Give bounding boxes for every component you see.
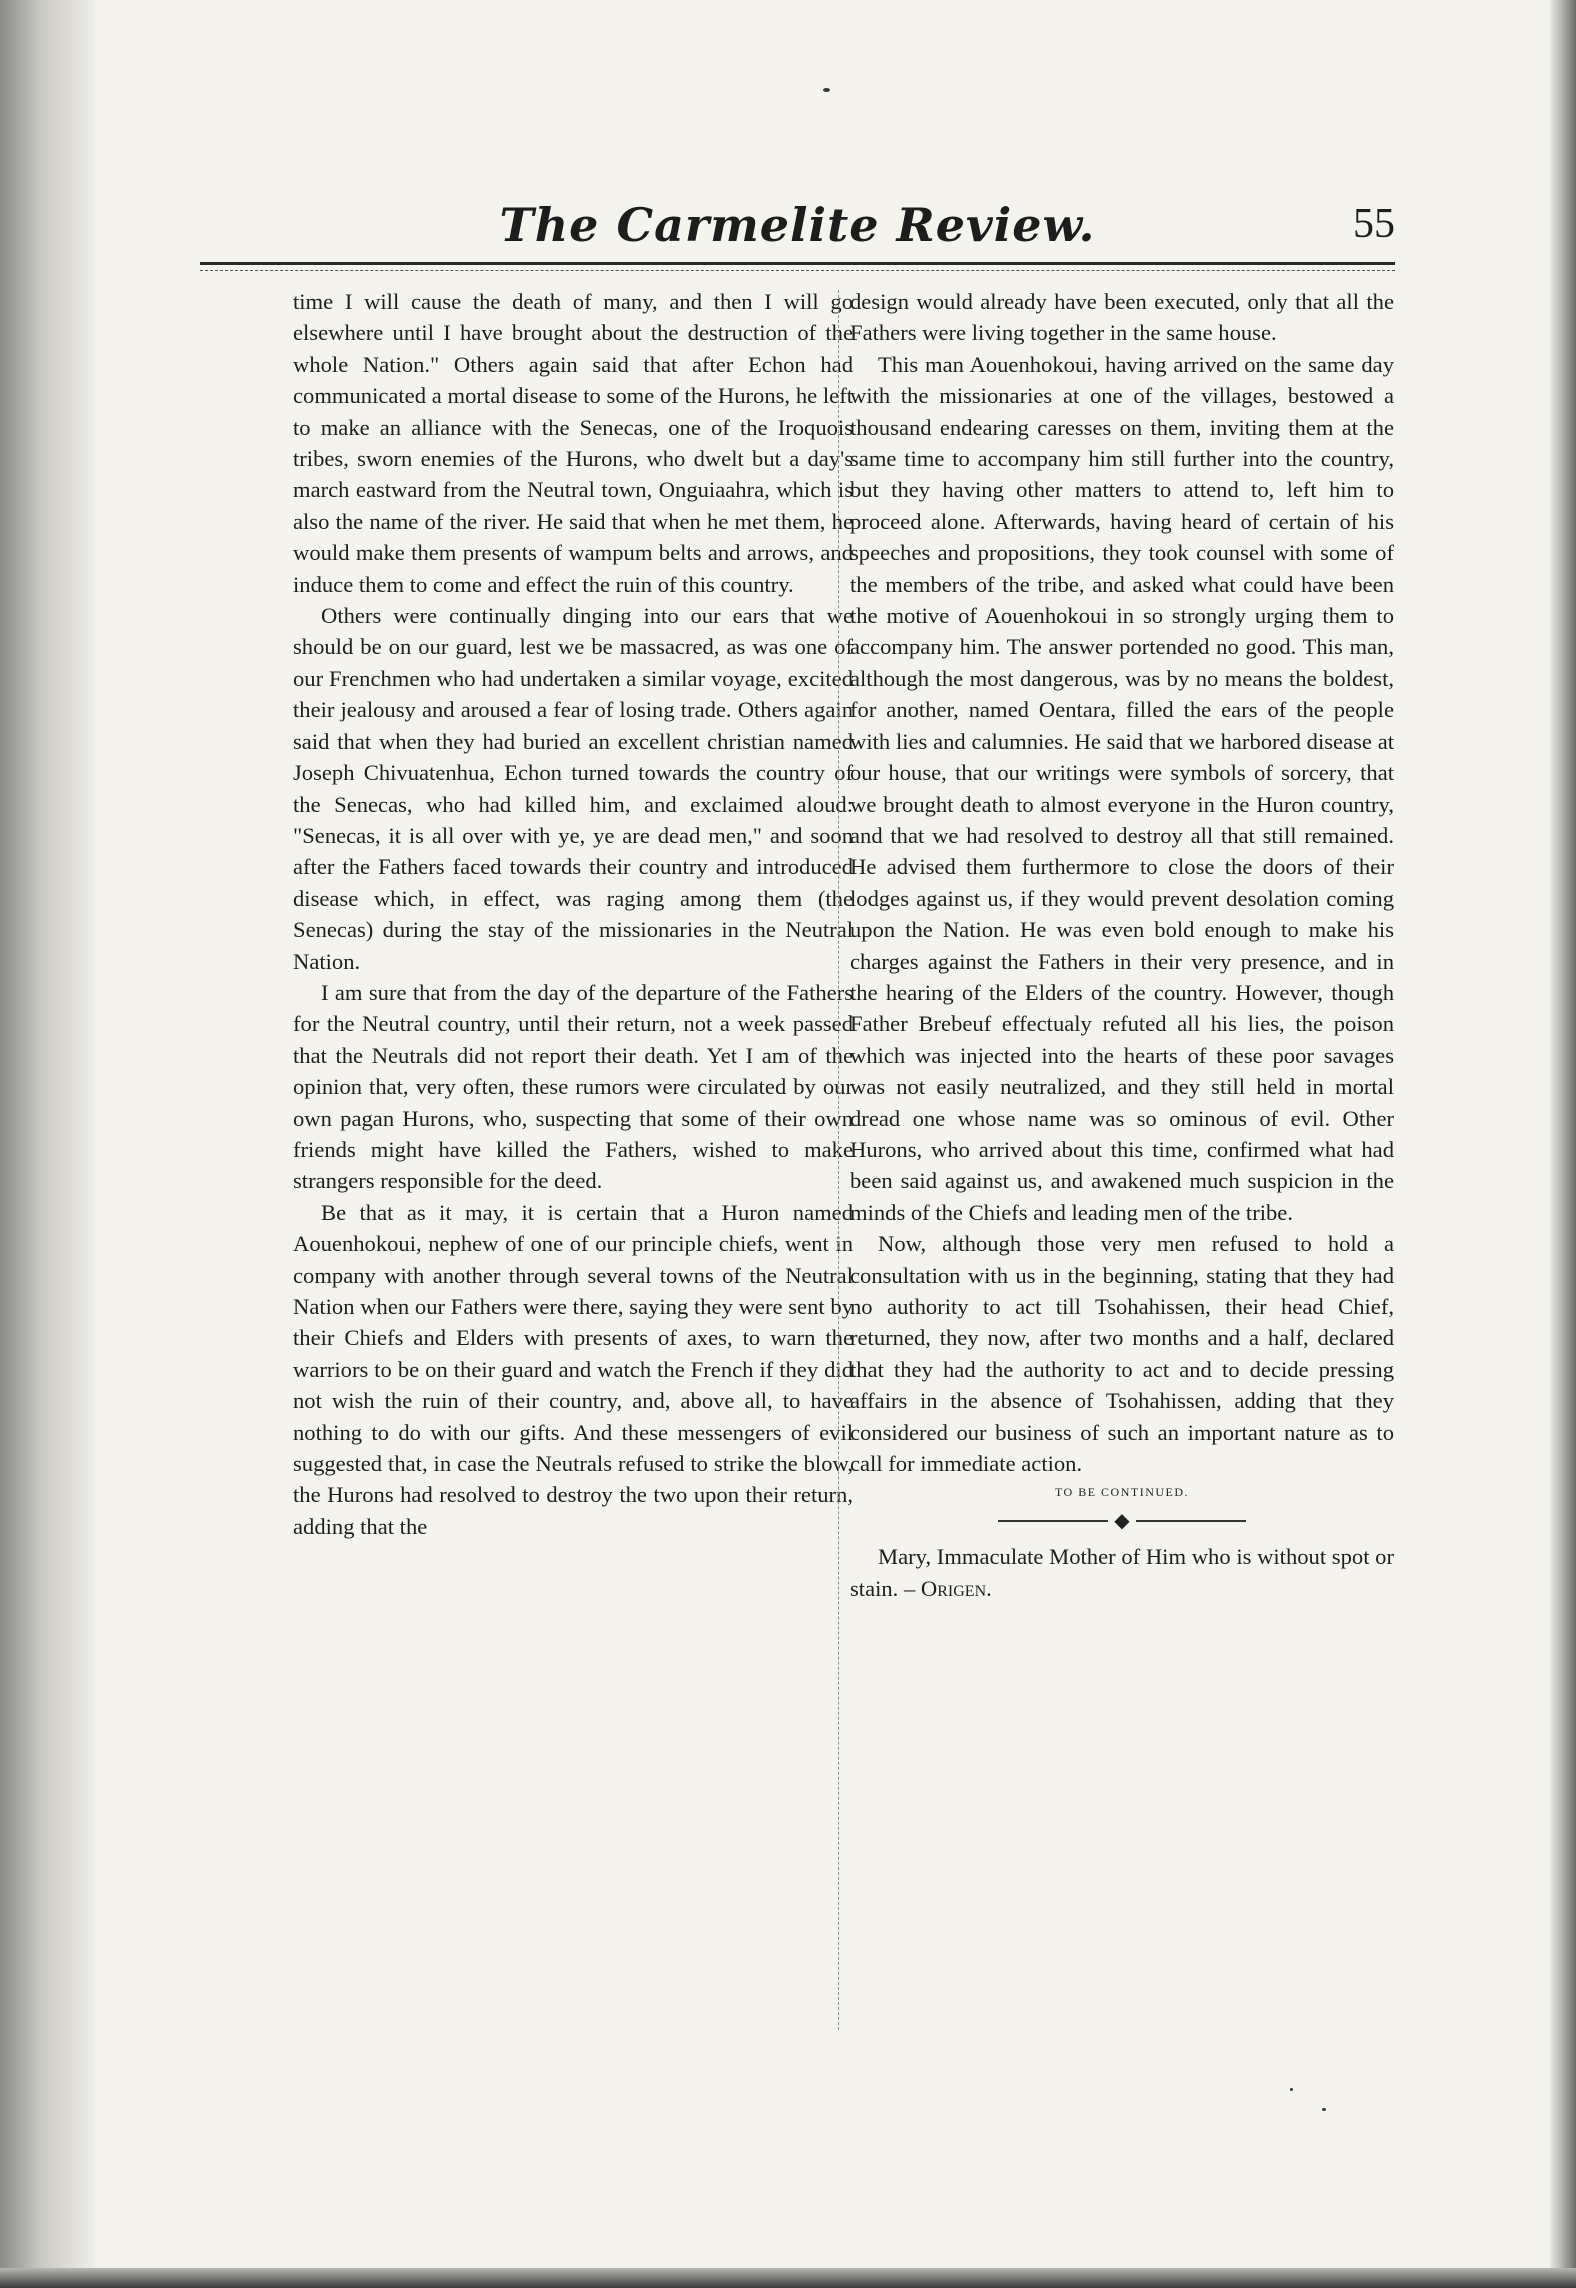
page-edge-shadow	[1550, 0, 1576, 2288]
header-rule	[200, 262, 1395, 265]
ornament-line	[1136, 1520, 1246, 1522]
quote-text: Mary, Immaculate Mother of Him who is without spot or stain.	[850, 1544, 1394, 1601]
print-speck	[1290, 2088, 1293, 2091]
page-number: 55	[1353, 201, 1395, 247]
masthead-title: The Carmelite Review.	[499, 198, 1096, 252]
page-header	[200, 190, 1395, 260]
header-rule-dashed	[200, 270, 1395, 271]
column-divider	[838, 290, 839, 2030]
paragraph: Be that as it may, it is certain that a Huron named Aouenhokoui, nephew of one of our principle chiefs, went in company with another through several towns of the Neutral Nation when our Fathers were there, saying they were sent by their Chiefs and Elders with presents of axes, to warn the warriors to be on their guard and watch the French if they did not wish the ruin of their country, and, above all, to have nothing to do with our gifts. And these messengers of evil suggested that, in case the Neutrals refused to strike the blow, the Hurons had resolved to destroy the two upon their return, adding that the	[293, 1199, 853, 1539]
page-bottom-shadow	[0, 2268, 1576, 2288]
diamond-ornament-icon: ◆	[1114, 1510, 1130, 1533]
paragraph: time I will cause the death of many, and then I will go elsewhere until I have brought about the destruction of the whole Nation." Others again said that after Echon had communicated a mortal disease to some of the Hurons, he left to make an alliance with the Senecas, one of the Iroquois tribes, sworn enemies of the Hurons, who dwelt but a day's march eastward from the Neutral town, Onguiaahra, which is also the name of the river. He said that when he met them, he would make them presents of wampum belts and arrows, and induce them to come and effect the ruin of this country.	[293, 289, 853, 597]
ornament-line	[998, 1520, 1108, 1522]
quote-attribution: Origen.	[920, 1575, 992, 1601]
to-be-continued-label: TO BE CONTINUED.	[1054, 1485, 1190, 1500]
print-speck	[823, 88, 830, 92]
print-speck	[1322, 2108, 1326, 2111]
paragraph: Now, although those very men refused to hold a consultation with us in the beginning, stating that they had no authority to act till Tsohahissen, their head Chief, returned, they now, after two months and a half, declared that they had the authority to act and to decide pressing affairs in the absence of Tsohahissen, adding that they considered our business of such an important nature as to call for immediate action.	[850, 1231, 1394, 1477]
paragraph: design would already have been executed, only that all the Fathers were living together in the same house.	[850, 289, 1394, 346]
paragraph: Others were continually dinging into our ears that we should be on our guard, lest we be massacred, as was one of our Frenchmen who had undertaken a similar voyage, excited their jealousy and aroused a fear of losing trade. Others again said that when they had buried an excellent christian named Joseph Chivuatenhua, Echon turned towards the country of the Senecas, who had killed him, and exclaimed aloud: "Senecas, it is all over with ye, ye are dead men," and soon after the Fathers faced towards their country and introduced disease which, in effect, was raging among them (the Senecas) during the stay of the missionaries in the Neutral Nation.	[293, 603, 853, 974]
page-gutter-shadow	[0, 0, 95, 2288]
right-column	[850, 286, 1394, 1604]
ornament-divider	[850, 1507, 1394, 1535]
paragraph: This man Aouenhokoui, having arrived on the same day with the missionaries at one of the villages, bestowed a thousand endearing caresses on them, inviting them at the same time to accompany him still further into the country, but they having other matters to attend to, left him to proceed alone. Afterwards, having heard of certain of his speeches and propositions, they took counsel with some of the members of the tribe, and asked what could have been the motive of Aouenhokoui in so strongly urging them to accompany him. The answer portended no good. This man, although the most dangerous, was by no means the boldest, for another, named Oentara, filled the ears of the people with lies and calumnies. He said that we harbored disease at our house, that our writings were symbols of sorcery, that we brought death to almost everyone in the Huron country, and that we had resolved to destroy all that still remained. He advised them furthermore to close the doors of their lodges against us, if they would prevent desolation coming upon the Nation. He was even bold enough to make his charges against the Fathers in their very presence, and in the hearing of the Elders of the country. However, though Father Brebeuf effectualy refuted all his lies, the poison which was injected into the hearts of these poor savages was not easily neutralized, and they still held in mortal dread one whose name was so ominous of evil. Other Hurons, who arrived about this time, confirmed what had been said against us, and awakened much suspicion in the minds of the Chiefs and leading men of the tribe.	[850, 351, 1394, 1225]
left-column	[293, 286, 853, 1542]
paragraph: I am sure that from the day of the departure of the Fathers for the Neutral country, until their return, not a week passed that the Neutrals did not report their death. Yet I am of the opinion that, very often, these rumors were circulated by our own pagan Hurons, who, suspecting that some of their own friends might have killed the Fathers, wished to make strangers responsible for the deed.	[293, 979, 853, 1194]
closing-quote: Mary, Immaculate Mother of Him who is without spot or stain. – Origen.	[850, 1544, 1394, 1601]
